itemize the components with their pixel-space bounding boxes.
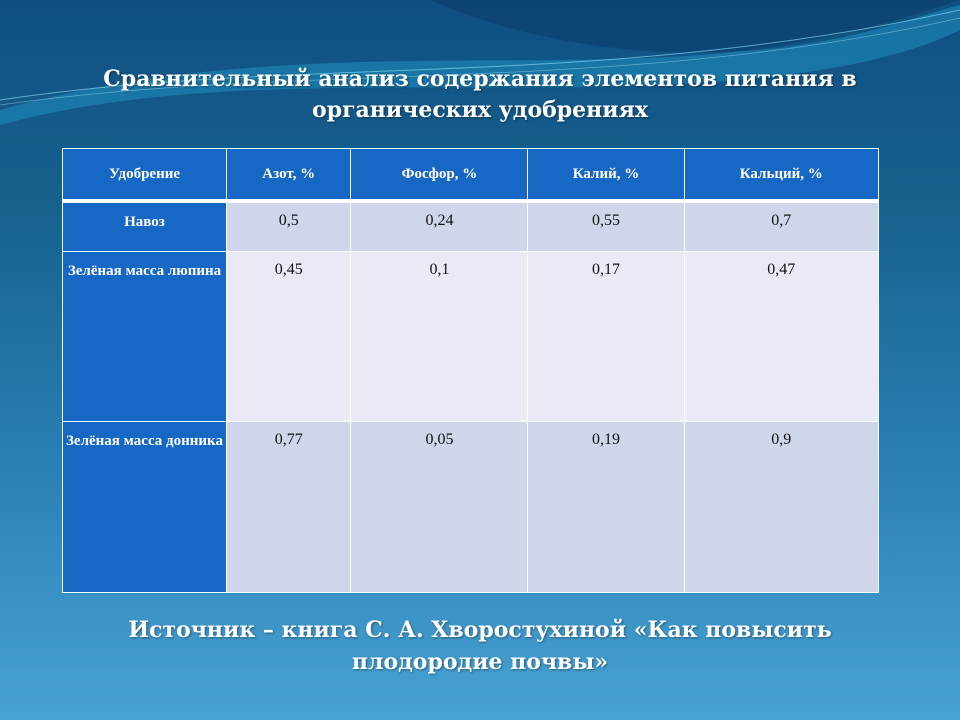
nutrients-table <box>62 148 879 593</box>
table-cell: 0,1 <box>351 251 528 421</box>
table-row <box>63 251 879 421</box>
table-row <box>63 421 879 592</box>
row-label: Зелёная масса люпина <box>63 251 227 421</box>
header-calcium: Кальций, % <box>684 149 878 202</box>
header-fertilizer: Удобрение <box>63 149 227 202</box>
table-cell: 0,24 <box>351 201 528 251</box>
table-cell: 0,45 <box>227 251 351 421</box>
header-potassium: Калий, % <box>528 149 684 202</box>
source-citation: Источник – книга С. А. Хворостухиной «Как повысить плодородие почвы» <box>128 617 832 675</box>
row-label: Навоз <box>63 201 227 251</box>
row-label: Зелёная масса донника <box>63 421 227 592</box>
table-header-row <box>63 149 879 202</box>
table-cell: 0,17 <box>528 251 684 421</box>
table-cell: 0,55 <box>528 201 684 251</box>
table-cell: 0,77 <box>227 421 351 592</box>
header-nitrogen: Азот, % <box>227 149 351 202</box>
slide-title: Сравнительный анализ содержания элементов питания в органических удобрениях <box>103 66 857 123</box>
table-row <box>63 201 879 251</box>
table-cell: 0,5 <box>227 201 351 251</box>
table-cell: 0,7 <box>684 201 878 251</box>
table-cell: 0,19 <box>528 421 684 592</box>
table-cell: 0,9 <box>684 421 878 592</box>
header-phosphorus: Фосфор, % <box>351 149 528 202</box>
table-cell: 0,47 <box>684 251 878 421</box>
table-cell: 0,05 <box>351 421 528 592</box>
